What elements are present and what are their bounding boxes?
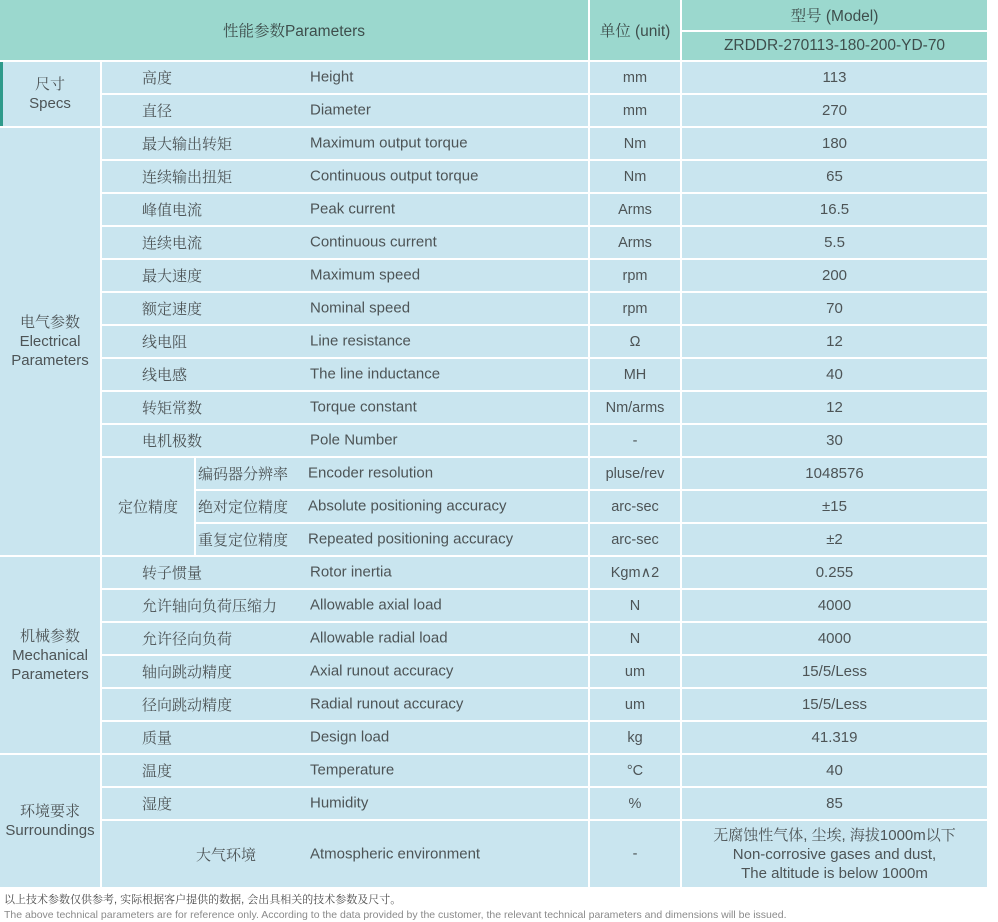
- table-row: [0, 689, 987, 720]
- table-row: [0, 359, 987, 390]
- param-label-zh: 连续电流: [142, 235, 203, 252]
- table-row: [0, 95, 987, 126]
- group-label-zh: 尺寸: [34, 76, 65, 93]
- param-label-cell: [102, 227, 588, 258]
- param-label-zh: 线电感: [142, 367, 188, 384]
- param-label-zh: 转子惯量: [142, 565, 203, 582]
- param-label-zh: 大气环境: [195, 846, 256, 864]
- unit-cell: rpm: [590, 260, 680, 291]
- footnote-en: The above technical parameters are for reference only. According to the data provided by the customer, the relevant technical parameters and dimensions will be issued.: [4, 909, 787, 921]
- table-row: [0, 788, 987, 819]
- param-label-zh: 编码器分辨率: [198, 466, 289, 483]
- value-cell: 270: [682, 95, 987, 126]
- param-label-en: Continuous output torque: [310, 167, 479, 185]
- table-row: [0, 722, 987, 753]
- table-row: [0, 128, 987, 159]
- table-row: [0, 458, 987, 489]
- subgroup-cell-positioning: 定位精度: [102, 458, 194, 555]
- param-label-en: Height: [310, 68, 354, 86]
- param-label-en: Radial runout accuracy: [310, 695, 464, 713]
- table-row: [0, 425, 987, 456]
- unit-cell: MH: [590, 359, 680, 390]
- value-cell: 113: [682, 62, 987, 93]
- value-cell: 15/5/Less: [682, 689, 987, 720]
- param-label-zh: 轴向跳动精度: [142, 664, 233, 681]
- param-label-zh: 转矩常数: [142, 400, 203, 417]
- param-label-cell: [102, 62, 588, 93]
- param-label-en: Repeated positioning accuracy: [308, 530, 514, 548]
- param-label-cell: [102, 161, 588, 192]
- group-label-zh: 机械参数: [19, 627, 80, 645]
- value-cell: 40: [682, 359, 987, 390]
- param-label-en: Atmospheric environment: [310, 844, 481, 862]
- unit-cell: °C: [590, 755, 680, 786]
- param-label-en: Absolute positioning accuracy: [308, 497, 507, 515]
- param-label-cell: [102, 359, 588, 390]
- value-cell: 70: [682, 293, 987, 324]
- unit-cell: arc-sec: [590, 524, 680, 555]
- param-label-cell: [102, 260, 588, 291]
- param-label-cell: [102, 623, 588, 654]
- footnotes: [4, 893, 998, 922]
- value-cell: 16.5: [682, 194, 987, 225]
- group-cell-mechanical: [0, 557, 100, 753]
- group-label-en: Surroundings: [5, 822, 95, 839]
- table-row: [0, 557, 987, 588]
- param-label-cell: [102, 755, 588, 786]
- param-label-zh: 质量: [142, 730, 173, 747]
- param-label-cell: [102, 788, 588, 819]
- group-cell-surroundings: [0, 755, 100, 887]
- param-label-en: Temperature: [310, 761, 395, 779]
- param-label-cell: [102, 689, 588, 720]
- param-label-zh: 峰值电流: [142, 202, 203, 219]
- unit-cell: mm: [590, 62, 680, 93]
- unit-header: 单位 (unit): [590, 0, 680, 60]
- param-label-cell: [102, 392, 588, 423]
- value-cell: 4000: [682, 623, 987, 654]
- value-cell: 65: [682, 161, 987, 192]
- unit-cell: Nm: [590, 128, 680, 159]
- unit-cell: arc-sec: [590, 491, 680, 522]
- unit-cell: -: [590, 425, 680, 456]
- param-label-en: Rotor inertia: [310, 563, 392, 581]
- param-label-cell: [102, 326, 588, 357]
- value-cell: 4000: [682, 590, 987, 621]
- value-cell: 200: [682, 260, 987, 291]
- table-row: [0, 656, 987, 687]
- param-label-cell: [102, 95, 588, 126]
- param-label-zh: 最大速度: [142, 268, 203, 285]
- table-row: [0, 821, 987, 887]
- group-label-en: Specs: [29, 95, 71, 112]
- unit-cell: kg: [590, 722, 680, 753]
- footnote-zh: 以上技术参数仅供参考, 实际根据客户提供的数据, 会出具相关的技术参数及尺寸。: [4, 894, 402, 906]
- table-row: [0, 227, 987, 258]
- param-label-zh: 径向跳动精度: [142, 697, 233, 714]
- param-label-en: Diameter: [310, 101, 371, 119]
- value-cell: 12: [682, 326, 987, 357]
- value-cell: ±15: [682, 491, 987, 522]
- param-label-zh: 最大输出转矩: [142, 136, 233, 153]
- unit-cell: Arms: [590, 194, 680, 225]
- table-row: [0, 623, 987, 654]
- param-label-cell: [102, 425, 588, 456]
- params-header: 性能参数Parameters: [0, 0, 588, 60]
- group-cell-electrical: [0, 128, 100, 555]
- value-line: 无腐蚀性气体, 尘埃, 海拔1000m以下: [713, 826, 956, 844]
- param-label-en: Maximum speed: [310, 266, 421, 284]
- param-label-en: The line inductance: [310, 365, 441, 383]
- unit-cell: Kgm∧2: [590, 557, 680, 588]
- table-row: [0, 590, 987, 621]
- param-label-en: Torque constant: [310, 398, 417, 416]
- unit-cell: mm: [590, 95, 680, 126]
- param-label-zh: 高度: [142, 70, 173, 87]
- param-label-zh: 温度: [142, 763, 173, 780]
- table-row: [0, 293, 987, 324]
- table-row: [0, 392, 987, 423]
- param-label-zh: 线电阻: [142, 334, 188, 351]
- table-row: [0, 161, 987, 192]
- param-label-cell: [102, 128, 588, 159]
- param-label-zh: 湿度: [142, 796, 173, 813]
- value-cell: 30: [682, 425, 987, 456]
- unit-cell: Ω: [590, 326, 680, 357]
- unit-cell: N: [590, 590, 680, 621]
- param-label-cell: [196, 524, 588, 555]
- param-label-cell: [102, 722, 588, 753]
- param-label-en: Axial runout accuracy: [310, 662, 454, 680]
- value-line: Non-corrosive gases and dust,: [732, 845, 937, 863]
- param-label-cell: [102, 293, 588, 324]
- param-label-en: Encoder resolution: [308, 464, 434, 482]
- param-label-zh: 允许径向负荷: [142, 631, 233, 648]
- param-label-en: Maximum output torque: [310, 134, 468, 152]
- param-label-en: Peak current: [310, 200, 396, 218]
- value-cell: 1048576: [682, 458, 987, 489]
- param-label-zh: 绝对定位精度: [198, 499, 289, 516]
- unit-cell: rpm: [590, 293, 680, 324]
- value-cell: 0.255: [682, 557, 987, 588]
- value-cell: [682, 821, 987, 887]
- unit-cell: pluse/rev: [590, 458, 680, 489]
- param-label-en: Design load: [310, 728, 390, 746]
- value-cell: 85: [682, 788, 987, 819]
- value-cell: 15/5/Less: [682, 656, 987, 687]
- value-line: The altitude is below 1000m: [741, 864, 928, 882]
- unit-cell: N: [590, 623, 680, 654]
- header-row: [0, 0, 987, 30]
- param-label-en: Pole Number: [310, 431, 398, 449]
- value-cell: 180: [682, 128, 987, 159]
- param-label-zh: 连续输出扭矩: [142, 169, 233, 186]
- unit-cell: um: [590, 689, 680, 720]
- value-cell: 40: [682, 755, 987, 786]
- param-label-zh: 额定速度: [142, 301, 203, 318]
- param-label-en: Allowable radial load: [310, 629, 448, 647]
- table-row: [0, 260, 987, 291]
- unit-cell: um: [590, 656, 680, 687]
- value-cell: 41.319: [682, 722, 987, 753]
- unit-cell: -: [590, 821, 680, 887]
- unit-cell: Arms: [590, 227, 680, 258]
- param-label-cell: [102, 656, 588, 687]
- unit-cell: Nm/arms: [590, 392, 680, 423]
- model-header: 型号 (Model): [682, 0, 987, 30]
- param-label-cell: [196, 458, 588, 489]
- value-cell: 12: [682, 392, 987, 423]
- value-cell: ±2: [682, 524, 987, 555]
- table-row: [0, 194, 987, 225]
- group-label-zh: 环境要求: [19, 803, 80, 820]
- unit-cell: Nm: [590, 161, 680, 192]
- table-row: [0, 755, 987, 786]
- group-label-en: Electrical Parameters: [11, 333, 89, 369]
- param-label-en: Allowable axial load: [310, 596, 442, 614]
- table-row: [0, 62, 987, 93]
- param-label-zh: 电机极数: [142, 433, 203, 450]
- param-label-cell: [102, 194, 588, 225]
- group-label-zh: 电气参数: [19, 314, 80, 331]
- param-label-cell: [102, 557, 588, 588]
- param-label-cell: [102, 821, 588, 887]
- param-label-cell: [196, 491, 588, 522]
- param-label-zh: 重复定位精度: [198, 532, 289, 549]
- param-label-cell: [102, 590, 588, 621]
- model-number: ZRDDR-270113-180-200-YD-70: [682, 32, 987, 60]
- param-label-en: Continuous current: [310, 233, 437, 251]
- table-row: [0, 326, 987, 357]
- param-label-zh: 直径: [142, 103, 173, 120]
- param-label-zh: 允许轴向负荷压缩力: [142, 598, 278, 615]
- param-label-en: Nominal speed: [310, 299, 411, 317]
- group-cell-specs: [0, 62, 100, 126]
- value-cell: 5.5: [682, 227, 987, 258]
- unit-cell: %: [590, 788, 680, 819]
- group-label-en: Mechanical Parameters: [11, 646, 89, 683]
- param-label-en: Line resistance: [310, 332, 411, 350]
- param-label-en: Humidity: [310, 794, 369, 812]
